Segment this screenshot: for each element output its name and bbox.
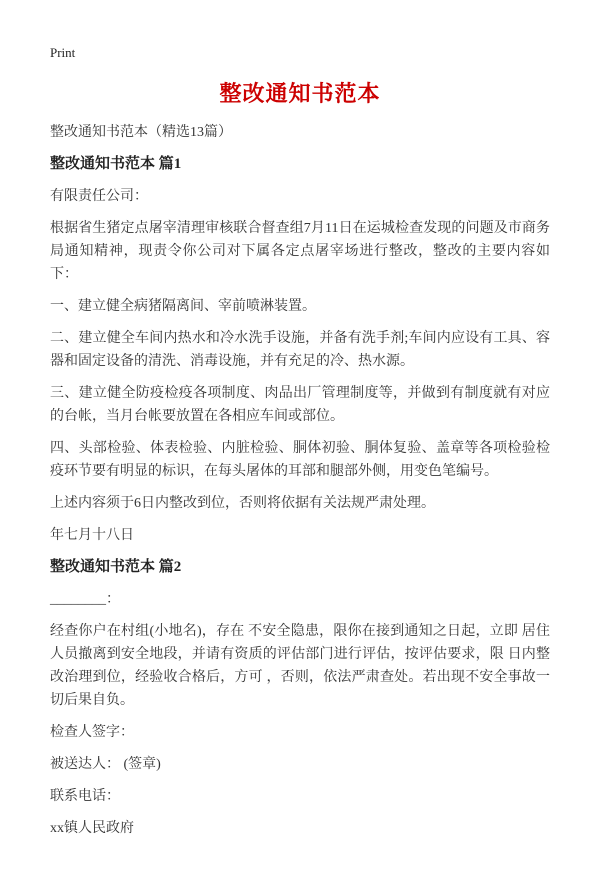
paragraph-notice-body: 经查你户在村组(小地名)，存在 不安全隐患，限你在接到通知之日起，立即 居住人员撤离到安全地段，并请有资质的评估部门进行评估，按评估要求，限 日内整改治理到位，经验收合格后，方可 ，否则，依法严肃查处。若出现不安全事故一切后果自负。 [50, 624, 550, 708]
paragraph-issuer: xx镇人民政府 [50, 821, 134, 836]
print-button[interactable]: Print [50, 45, 76, 60]
paragraph-intro: 根据省生猪定点屠宰清理审核联合督查组7月11日在运城检查发现的问题及市商务局通知精神，现责令你公司对下属各定点屠宰场进行整改，整改的主要内容如下： [50, 221, 550, 282]
doc-title: 整改通知书范本 [219, 81, 381, 106]
paragraph-inspector-signature: 检查人签字： [50, 725, 134, 740]
paragraph-recipient-seal: 被送达人： (签章) [50, 757, 161, 772]
paragraph-item-4: 四、头部检验、体表检验、内脏检验、胴体初验、胴体复验、盖章等各项检验检疫环节要有明显的标识，在每头屠体的耳部和腿部外侧，用变色笔编号。 [50, 441, 550, 479]
paragraph-salutation: 有限责任公司： [50, 189, 148, 204]
paragraph-contact-phone: 联系电话： [50, 789, 120, 804]
paragraph-deadline: 上述内容须于6日内整改到位，否则将依据有关法规严肃处理。 [50, 496, 435, 511]
paragraph-item-2: 二、建立健全车间内热水和冷水洗手设施，并备有洗手剂;车间内应设有工具、容器和固定设备的清洗、消毒设施，并有充足的冷、热水源。 [50, 331, 550, 369]
paragraph-item-1: 一、建立健全病猪隔离间、宰前喷淋装置。 [50, 299, 316, 314]
section-heading-2: 整改通知书范本 篇2 [50, 559, 182, 575]
paragraph-item-3: 三、建立健全防疫检疫各项制度、肉品出厂管理制度等，并做到有制度就有对应的台帐，当月台帐要放置在各相应车间或部位。 [50, 386, 550, 424]
paragraph-date: 年七月十八日 [50, 528, 134, 543]
section-heading-1: 整改通知书范本 篇1 [50, 156, 182, 172]
blank-underline-line: ________： [50, 592, 120, 607]
doc-subtitle: 整改通知书范本（精选13篇） [50, 125, 232, 140]
